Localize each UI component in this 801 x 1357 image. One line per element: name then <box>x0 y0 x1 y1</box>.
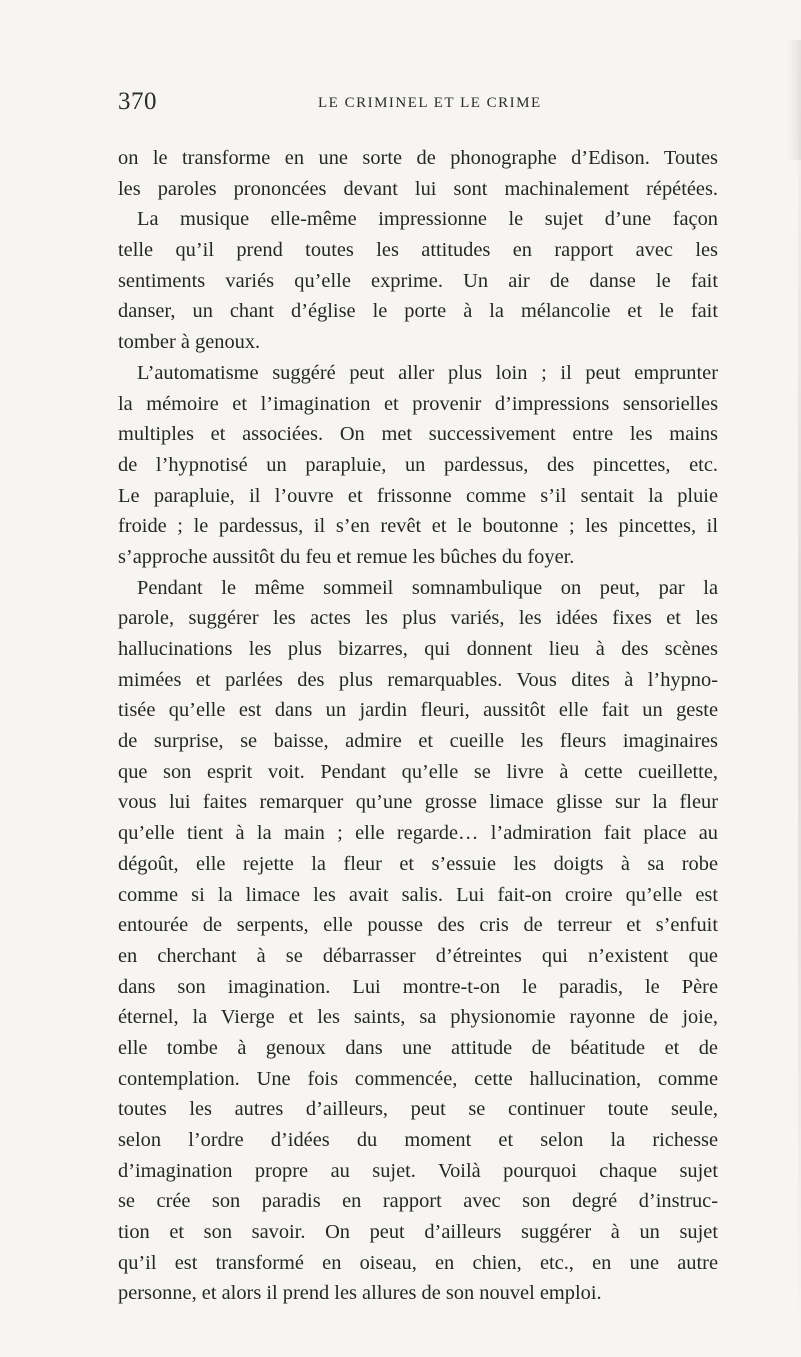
text-line: sentiments variés qu’elle exprime. Un air de danse le fait <box>118 269 718 292</box>
text-line: de l’hypnotisé un parapluie, un pardessus, des pincettes, etc. <box>118 453 718 476</box>
running-head: LE CRIMINEL ET LE CRIME <box>318 95 542 111</box>
text-line: toutes les autres d’ailleurs, peut se continuer toute seule, <box>118 1098 718 1121</box>
text-line: contemplation. Une fois commencée, cette hallucination, comme <box>118 1067 718 1090</box>
text-line: selon l’ordre d’idées du moment et selon la richesse <box>118 1129 718 1151</box>
text-line: hallucinations les plus bizarres, qui donnent lieu à des scènes <box>118 638 718 660</box>
text-line: telle qu’il prend toutes les attitudes en rapport avec les <box>118 239 718 262</box>
text-line: parole, suggérer les actes les plus variés, les idées fixes et les <box>118 607 718 630</box>
text-line: on le transforme en une sorte de phonographe d’Edison. Toutes <box>118 147 718 169</box>
text-line: qu’il est transformé en oiseau, en chien, etc., en une autre <box>118 1251 718 1274</box>
text-line: La musique elle-même impressionne le sujet d’une façon <box>137 208 718 231</box>
text-line: en cherchant à se débarrasser d’étreintes qui n’existent que <box>118 944 718 967</box>
body-text <box>118 143 718 1309</box>
text-line: dans son imagination. Lui montre-t-on le paradis, le Père <box>118 975 718 998</box>
text-line: entourée de serpents, elle pousse des cris de terreur et s’enfuit <box>118 914 718 937</box>
text-line: s’approche aussitôt du feu et remue les bûches du foyer. <box>118 545 575 568</box>
text-line: Le parapluie, il l’ouvre et frissonne comme s’il sentait la pluie <box>118 484 718 507</box>
text-line: se crée son paradis en rapport avec son degré d’instruc- <box>118 1190 718 1213</box>
text-line: tomber à genoux. <box>118 331 261 354</box>
text-line: d’imagination propre au sujet. Voilà pourquoi chaque sujet <box>118 1159 718 1182</box>
text-line: qu’elle tient à la main ; elle regarde… l’admiration fait place au <box>118 822 718 845</box>
page-number: 370 <box>118 88 157 115</box>
text-line: L’automatisme suggéré peut aller plus loin ; il peut emprunter <box>137 361 718 384</box>
page-header <box>0 88 801 128</box>
text-line: multiples et associées. On met successivement entre les mains <box>118 423 718 446</box>
text-line: les paroles prononcées devant lui sont machinalement répétées. <box>118 177 718 200</box>
text-line: que son esprit voit. Pendant qu’elle se livre à cette cueillette, <box>118 760 718 783</box>
text-line: Pendant le même sommeil somnambulique on peut, par la <box>137 576 718 599</box>
text-line: personne, et alors il prend les allures de son nouvel emploi. <box>118 1282 602 1305</box>
text-line: danser, un chant d’église le porte à la mélancolie et le fait <box>118 300 718 323</box>
text-line: vous lui faites remarquer qu’une grosse limace glisse sur la fleur <box>118 791 718 814</box>
text-line: froide ; le pardessus, il s’en revêt et le boutonne ; les pincettes, il <box>118 515 718 538</box>
text-line: tisée qu’elle est dans un jardin fleuri, aussitôt elle fait un geste <box>118 699 718 722</box>
text-line: la mémoire et l’imagination et provenir d’impressions sensorielles <box>118 392 718 415</box>
text-line: elle tombe à genoux dans une attitude de béatitude et de <box>118 1036 718 1059</box>
text-line: mimées et parlées des plus remarquables. Vous dites à l’hypno- <box>118 668 718 691</box>
text-line: dégoût, elle rejette la fleur et s’essuie les doigts à sa robe <box>118 852 718 875</box>
text-line: de surprise, se baisse, admire et cueille les fleurs imaginaires <box>118 730 718 753</box>
text-line: éternel, la Vierge et les saints, sa physionomie rayonne de joie, <box>118 1006 718 1029</box>
text-line: comme si la limace les avait salis. Lui fait-on croire qu’elle est <box>118 883 718 906</box>
text-line: tion et son savoir. On peut d’ailleurs suggérer à un sujet <box>118 1221 718 1244</box>
